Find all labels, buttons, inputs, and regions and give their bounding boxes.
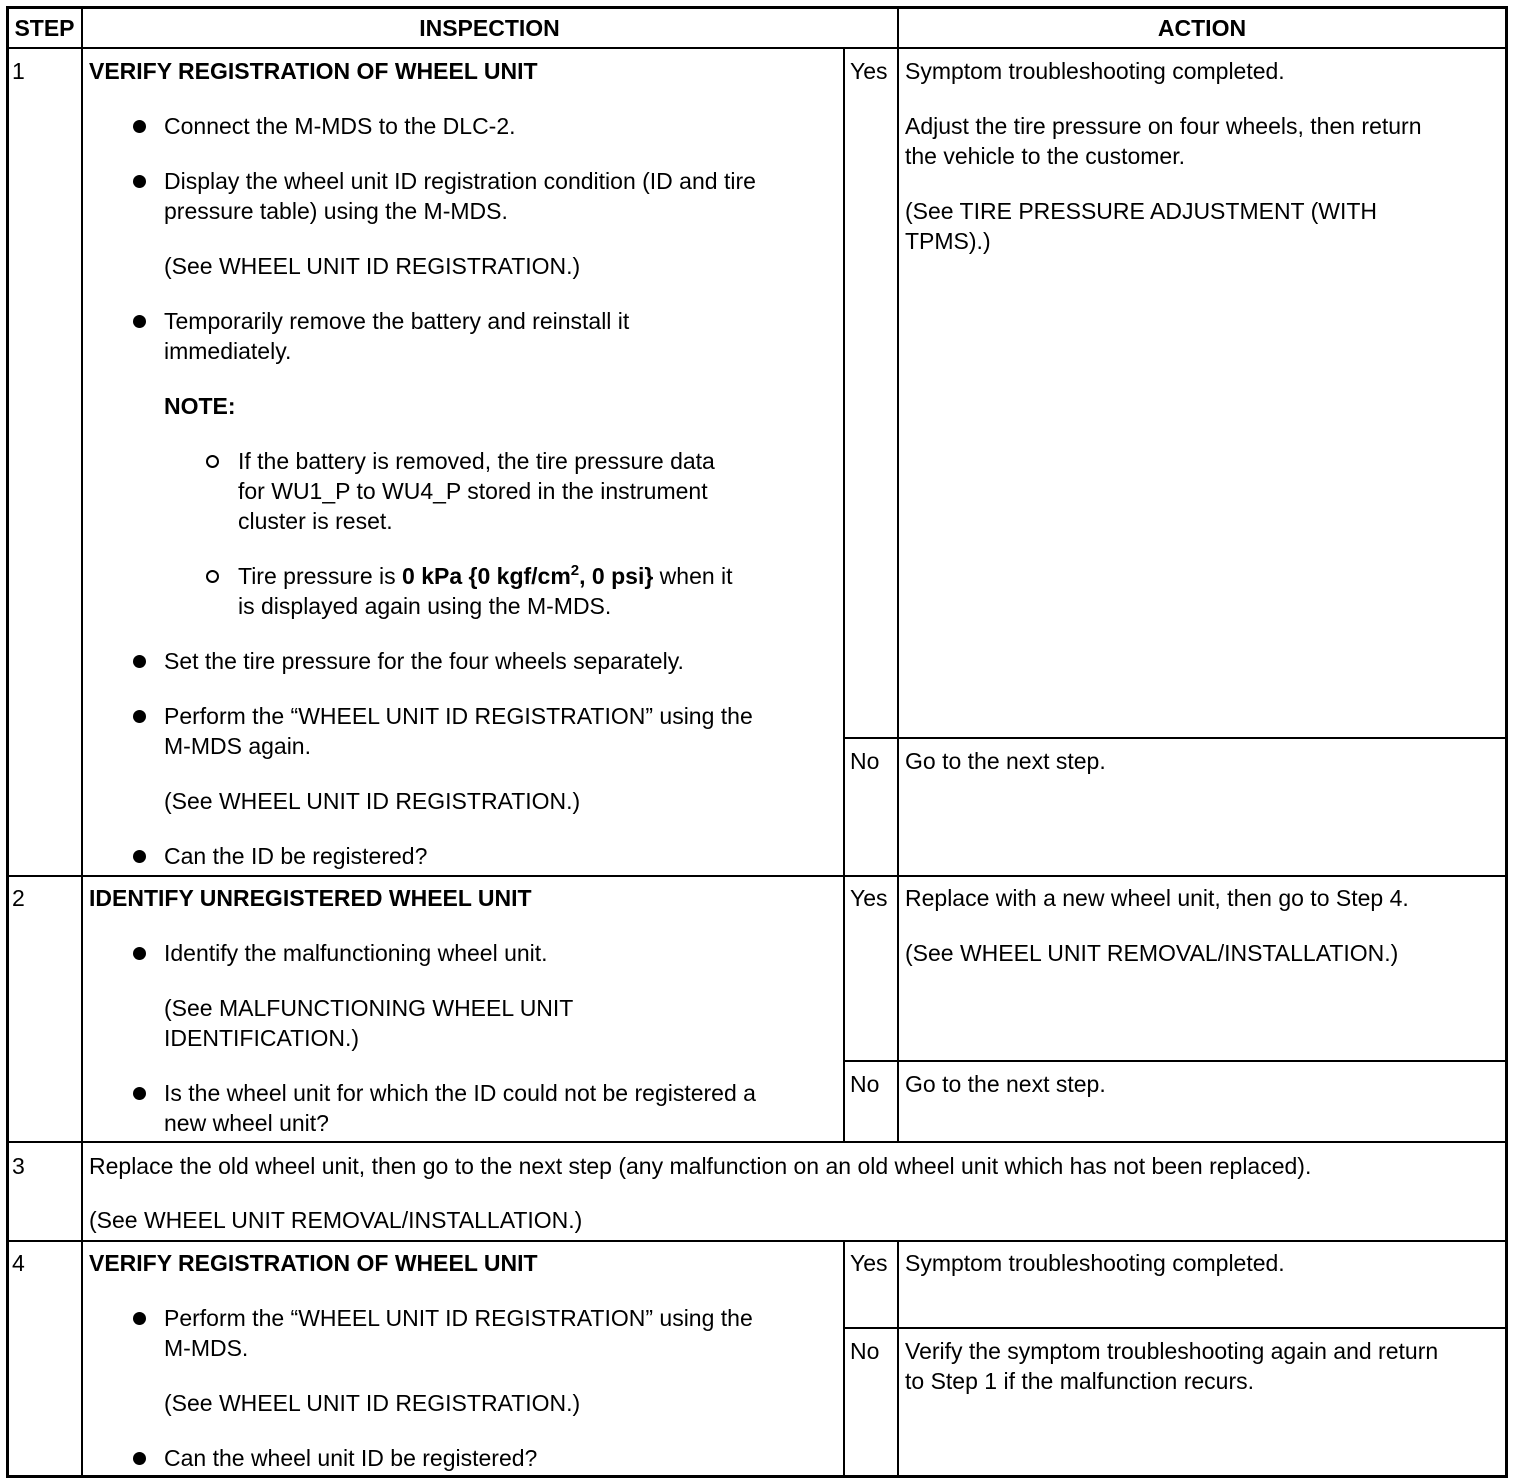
see-reference: (See WHEEL UNIT ID REGISTRATION.) xyxy=(164,1390,581,1416)
inspection-item: M-MDS. xyxy=(164,1335,249,1361)
action-column-divider xyxy=(897,6,899,876)
bullet-icon xyxy=(133,1452,146,1465)
yesno-column-divider-left xyxy=(843,47,845,876)
header-action: ACTION xyxy=(1157,15,1247,41)
inspection-question: Is the wheel unit for which the ID could not be registered a xyxy=(164,1080,756,1106)
yesno-column-divider-left xyxy=(843,875,845,1142)
sub-bullet-icon xyxy=(206,570,219,583)
step-text: Replace the old wheel unit, then go to the next step (any malfunction on an old wheel unit which has not been replaced). xyxy=(89,1153,1312,1179)
table-border-right xyxy=(1505,6,1508,1478)
sub-bullet-icon xyxy=(206,455,219,468)
yes-no-divider-step2 xyxy=(843,1060,1508,1062)
step-column-divider xyxy=(81,6,83,1478)
inspection-item: Temporarily remove the battery and reinstall it xyxy=(164,308,630,334)
header-inspection: INSPECTION xyxy=(419,15,560,41)
action-text: Verify the symptom troubleshooting again and return xyxy=(905,1338,1439,1364)
action-text: Symptom troubleshooting completed. xyxy=(905,58,1285,84)
inspection-item: Perform the “WHEEL UNIT ID REGISTRATION” using the xyxy=(164,1305,753,1331)
see-reference: (See WHEEL UNIT REMOVAL/INSTALLATION.) xyxy=(905,940,1399,966)
no-label: No xyxy=(850,1338,880,1364)
no-label: No xyxy=(850,748,880,774)
yes-label: Yes xyxy=(850,885,888,911)
bullet-icon xyxy=(133,1087,146,1100)
step-title: IDENTIFY UNREGISTERED WHEEL UNIT xyxy=(89,885,532,911)
header-divider xyxy=(6,47,1508,49)
inspection-question: Can the ID be registered? xyxy=(164,843,428,869)
see-reference: (See WHEEL UNIT ID REGISTRATION.) xyxy=(164,788,581,814)
action-text: Go to the next step. xyxy=(905,748,1106,774)
bullet-icon xyxy=(133,1312,146,1325)
action-text: to Step 1 if the malfunction recurs. xyxy=(905,1368,1255,1394)
table-border-top xyxy=(6,6,1508,9)
bullet-icon xyxy=(133,120,146,133)
inspection-question: Can the wheel unit ID be registered? xyxy=(164,1445,538,1471)
note-label: NOTE: xyxy=(164,393,236,419)
yesno-column-divider-left xyxy=(843,1240,845,1478)
row-divider-2-3 xyxy=(6,1141,1508,1143)
table-border-left xyxy=(6,6,9,1478)
action-text: the vehicle to the customer. xyxy=(905,143,1185,169)
see-reference: TPMS).) xyxy=(905,228,991,254)
action-text: Replace with a new wheel unit, then go to Step 4. xyxy=(905,885,1409,911)
yes-label: Yes xyxy=(850,1250,888,1276)
see-reference: (See TIRE PRESSURE ADJUSTMENT (WITH xyxy=(905,198,1377,224)
action-column-divider xyxy=(897,875,899,1142)
inspection-question: new wheel unit? xyxy=(164,1110,329,1136)
bullet-icon xyxy=(133,947,146,960)
action-text: Go to the next step. xyxy=(905,1071,1106,1097)
note-item: for WU1_P to WU4_P stored in the instrument xyxy=(238,478,708,504)
inspection-item: Display the wheel unit ID registration condition (ID and tire xyxy=(164,168,756,194)
inspection-item: pressure table) using the M-MDS. xyxy=(164,198,508,224)
inspection-item: M-MDS again. xyxy=(164,733,311,759)
yes-label: Yes xyxy=(850,58,888,84)
step-number: 3 xyxy=(12,1153,25,1179)
note-item: If the battery is removed, the tire pressure data xyxy=(238,448,715,474)
note-item: cluster is reset. xyxy=(238,508,393,534)
bullet-icon xyxy=(133,315,146,328)
bullet-icon xyxy=(133,850,146,863)
bullet-icon xyxy=(133,710,146,723)
see-reference: IDENTIFICATION.) xyxy=(164,1025,360,1051)
action-column-divider xyxy=(897,1240,899,1478)
see-reference: (See MALFUNCTIONING WHEEL UNIT xyxy=(164,995,574,1021)
header-step: STEP xyxy=(14,15,75,41)
yes-no-divider-step4 xyxy=(843,1327,1508,1329)
inspection-item: Identify the malfunctioning wheel unit. xyxy=(164,940,548,966)
bullet-icon xyxy=(133,175,146,188)
see-reference: (See WHEEL UNIT REMOVAL/INSTALLATION.) xyxy=(89,1207,583,1233)
see-reference: (See WHEEL UNIT ID REGISTRATION.) xyxy=(164,253,581,279)
no-label: No xyxy=(850,1071,880,1097)
note-item: is displayed again using the M-MDS. xyxy=(238,593,612,619)
step-number: 4 xyxy=(12,1250,25,1276)
action-text: Adjust the tire pressure on four wheels, then return xyxy=(905,113,1422,139)
inspection-item: Set the tire pressure for the four wheels separately. xyxy=(164,648,684,674)
row-divider-1-2 xyxy=(6,875,1508,877)
step-number: 2 xyxy=(12,885,25,911)
row-divider-3-4 xyxy=(6,1240,1508,1242)
note-item: Tire pressure is 0 kPa {0 kgf/$cm^2$, 0 psi} when it xyxy=(238,562,733,589)
step-number: 1 xyxy=(12,58,25,84)
inspection-item: immediately. xyxy=(164,338,292,364)
action-text: Symptom troubleshooting completed. xyxy=(905,1250,1285,1276)
step-title: VERIFY REGISTRATION OF WHEEL UNIT xyxy=(89,1250,538,1276)
inspection-item: Connect the M-MDS to the DLC-2. xyxy=(164,113,516,139)
yes-no-divider-step1 xyxy=(843,737,1508,739)
inspection-item: Perform the “WHEEL UNIT ID REGISTRATION” using the xyxy=(164,703,753,729)
table-border-bottom xyxy=(6,1475,1508,1478)
step-title: VERIFY REGISTRATION OF WHEEL UNIT xyxy=(89,58,538,84)
bullet-icon xyxy=(133,655,146,668)
